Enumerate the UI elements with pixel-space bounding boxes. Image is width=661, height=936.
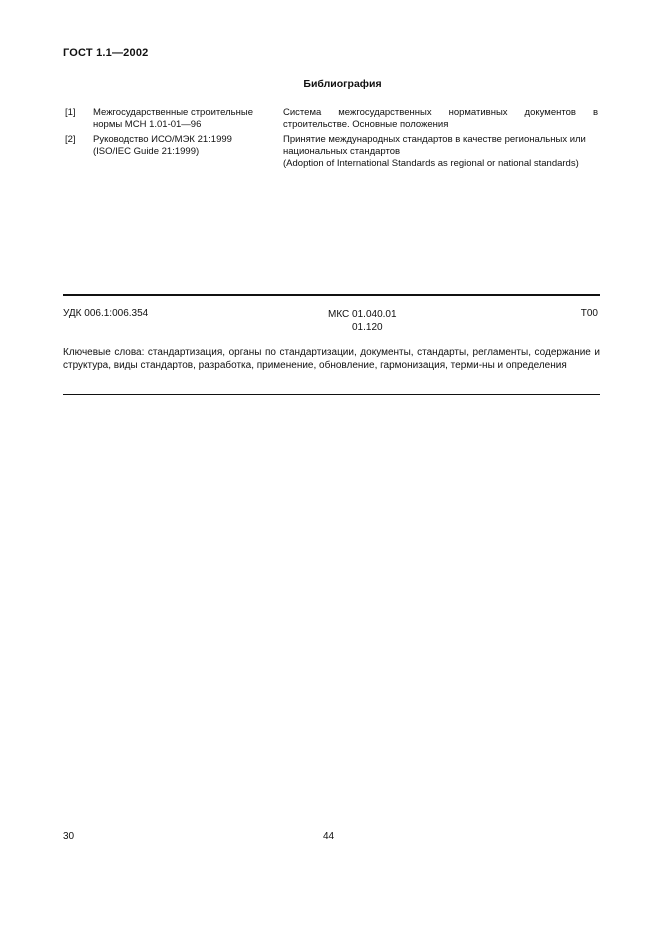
bibliography-entry-number: [1] (65, 107, 76, 118)
bibliography-title: Библиография (303, 78, 382, 90)
bibliography-entry-source: Межгосударственные строительные нормы МСН 1.01-01—96 (93, 107, 253, 130)
divider-bottom (63, 394, 600, 395)
divider-top (63, 294, 600, 296)
mks-code (328, 308, 397, 334)
mks-code-line2: 01.120 (352, 322, 383, 333)
page-number-center: 44 (323, 831, 335, 842)
bibliography-entry-number: [2] (65, 134, 76, 145)
bibliography-entry (63, 134, 598, 174)
bibliography-entry-description: Система межгосударственных нормативных документов в строительстве. Основные положения (283, 107, 598, 130)
document-code: ГОСТ 1.1—2002 (63, 47, 149, 59)
page-number-left: 30 (63, 831, 75, 842)
keywords-paragraph: Ключевые слова: стандартизация, органы по стандартизации, документы, стандарты, регламенты, содержание и структура, виды стандартов, разработка, применение, обновление, гармонизация, терми-ны и определения (63, 347, 600, 371)
udk-code: УДК 006.1:006.354 (63, 308, 149, 319)
bibliography-entry-description: Принятие международных стандартов в качестве региональных или национальных стандартов (Adoption of International Standards as regional or national standards) (283, 134, 586, 169)
bibliography-entry (63, 107, 598, 133)
okstu-code: Т00 (580, 308, 598, 319)
mks-code-line1: МКС 01.040.01 (328, 309, 397, 320)
bibliography-entry-source: Руководство ИСО/МЭК 21:1999 (ISO/IEC Guide 21:1999) (93, 134, 232, 157)
